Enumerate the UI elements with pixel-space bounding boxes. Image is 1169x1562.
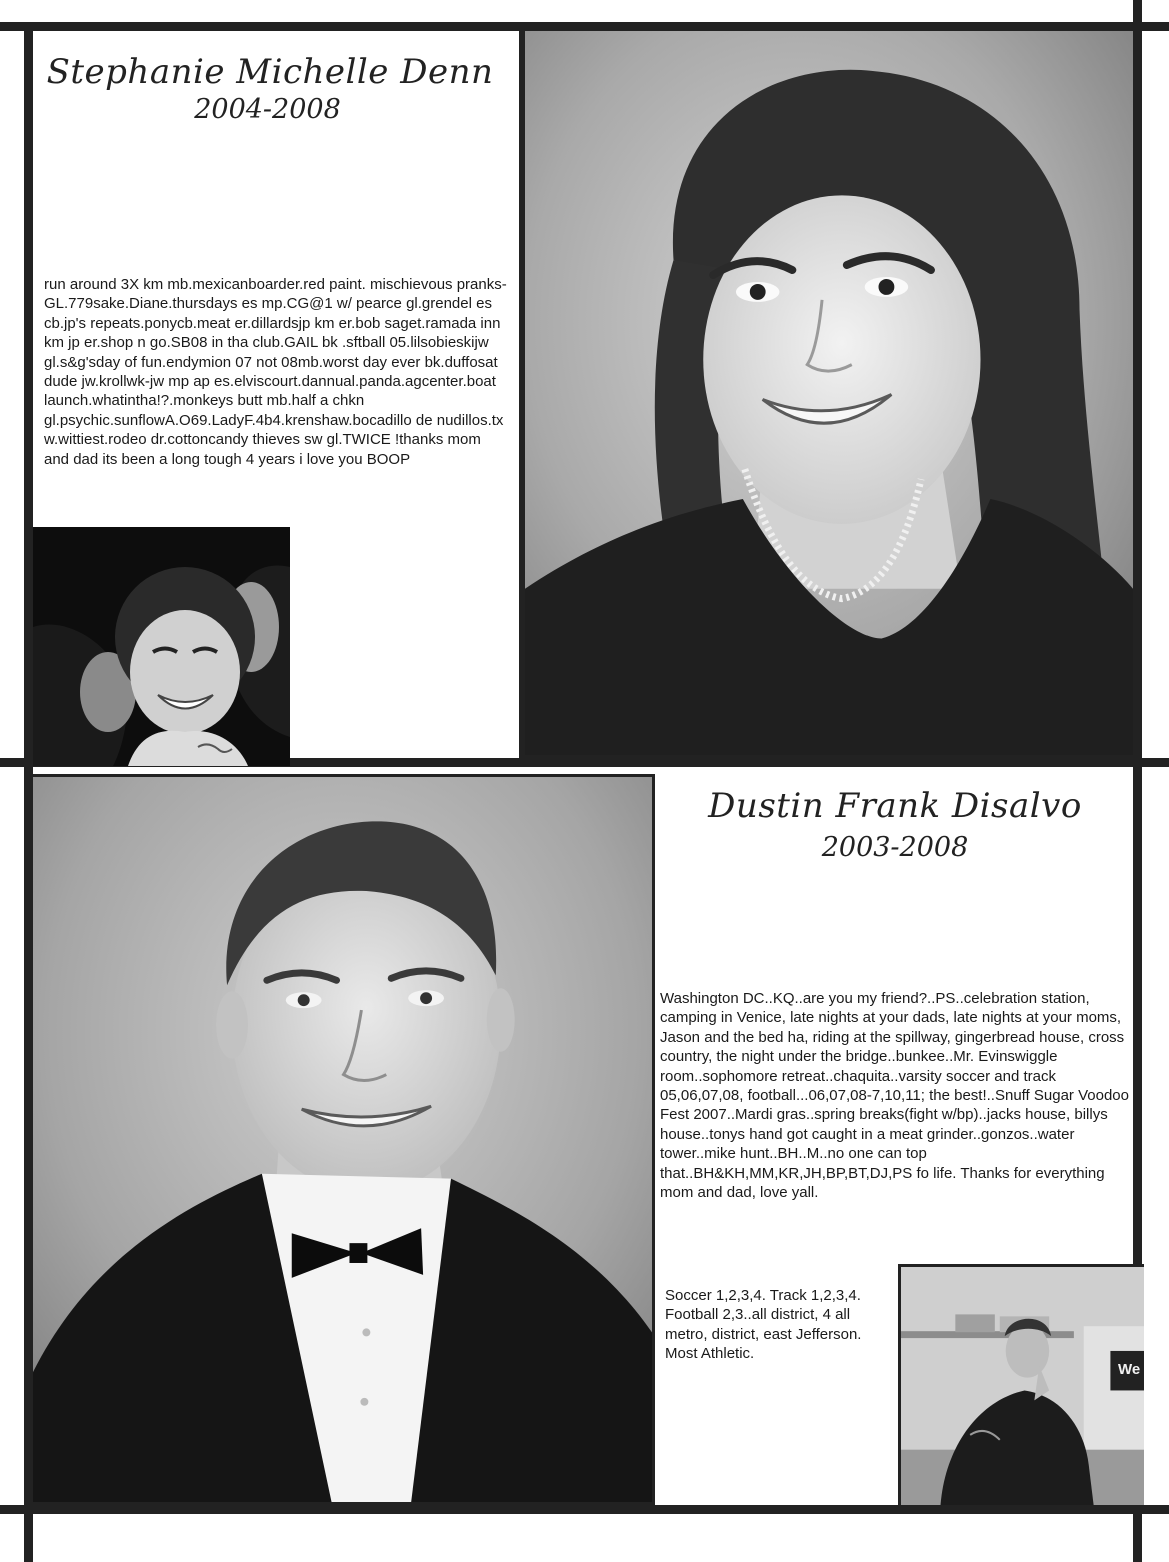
student-name: Stephanie Michelle Denn <box>46 52 494 92</box>
student-years: 2004-2008 <box>194 94 341 125</box>
sign-text: We <box>1118 1361 1141 1378</box>
bottom-border <box>0 1505 1169 1514</box>
candid-photo <box>33 527 290 766</box>
student-name: Dustin Frank Disalvo <box>708 786 1082 826</box>
left-frame-line-lower <box>24 767 33 1562</box>
top-border <box>0 22 1169 31</box>
student-years: 2003-2008 <box>821 832 969 863</box>
senior-quote: run around 3X km mb.mexicanboarder.red paint. mischievous pranks-GL.779sake.Diane.thursdays es mp.CG@1 w/ pearce gl.grendel es cb.jp's repeats.ponycb.meat er.dillardsjp km er.bob saget.ramada inn km jp er.shop n go.SB08 in tha club.GAIL bk .sftball 05.lilsobieskijw gl.s&g'sday of fun.endymion 07 not 08mb.worst day ever bk.duffosat dude jw.krollwk-jw mp ap es.elviscourt.dannual.panda.agcenter.boat launch.whatintha!?.monkeys butt mb.half a chkn gl.psychic.sunflowA.O69.LadyF.4b4.krenshaw.bocadillo de nudillos.tx w.wittiest.rodeo dr.cottoncandy thieves sw gl.TWICE !thanks mom and dad its been a long tough 4 years i love you BOOP <box>44 276 507 468</box>
senior-portrait <box>519 31 1133 758</box>
left-frame-line <box>24 22 33 767</box>
senior-portrait <box>33 774 655 1505</box>
activities-list: Soccer 1,2,3,4. Track 1,2,3,4. Football 2,3..all district, 4 all metro, district, east Jefferson. Most Athletic. <box>665 1287 862 1363</box>
candid-photo <box>898 1264 1144 1505</box>
senior-quote: Washington DC..KQ..are you my friend?..PS..celebration station, camping in Venice, late nights at your dads, late nights at your moms, Jason and the bed ha, riding at the spillway, gingerbread house, cross country, the night under the bridge..bunkee..Mr. Evinswiggle room..sophomore retreat..chaquita..varsity soccer and track 05,06,07,08, football...06,07,08-7,10,11; the best!..Snuff Sugar Voodoo Fest 2007..Mardi gras..spring breaks(fight w/bp)..jacks house, billys house..tonys hand got caught in a meat grinder..gonzos..water tower..mike hunt..BH..M..no one can top that..BH&KH,MM,KR,JH,BP,BT,DJ,PS fo life. Thanks for everything mom and dad, love yall. <box>660 990 1129 1202</box>
